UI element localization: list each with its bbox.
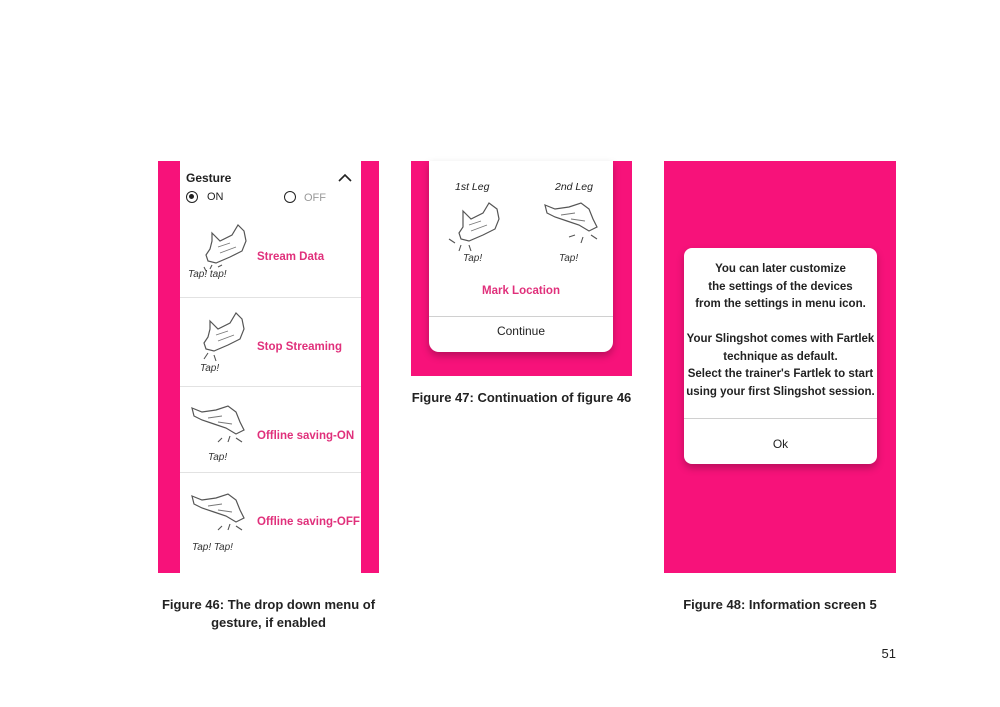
message-line: from the settings in menu icon.: [695, 298, 866, 310]
tap-text: Tap!: [200, 363, 220, 374]
message-line: the settings of the devices: [708, 280, 853, 293]
gesture-item-offline-saving-on[interactable]: [180, 386, 361, 473]
leg-label: 2nd Leg: [555, 181, 593, 193]
page-number: 51: [881, 646, 896, 661]
gesture-item-label: Offline saving-ON: [257, 430, 355, 442]
gesture-item-label: Stream Data: [257, 251, 325, 263]
gesture-item-stop-streaming[interactable]: [180, 297, 361, 387]
shoe-tap-icon: [541, 197, 607, 253]
pink-side-bar: [158, 161, 180, 573]
tap-text: Tap!: [463, 253, 483, 264]
shoe-tap-icon: [188, 488, 256, 544]
figure-48-screenshot: [664, 161, 896, 573]
message-line: using your first Slingshot session.: [686, 385, 875, 398]
shoe-tap-icon: [190, 221, 258, 291]
leg-label: 1st Leg: [455, 181, 490, 193]
radio-off[interactable]: [284, 191, 296, 203]
tap-text: Tap! Tap!: [192, 542, 233, 553]
gesture-item-offline-saving-off[interactable]: [180, 472, 361, 573]
tap-text: Tap! tap!: [188, 269, 227, 280]
gesture-continuation-card: [429, 161, 613, 352]
message-line: Your Slingshot comes with Fartlek: [686, 333, 875, 345]
figure-46-caption: [158, 596, 379, 632]
shoe-tap-icon: [188, 400, 256, 456]
continue-button[interactable]: Continue: [496, 324, 546, 338]
pink-side-bar: [361, 161, 379, 573]
radio-on[interactable]: [186, 191, 198, 203]
gesture-item-stream-data[interactable]: [180, 211, 361, 298]
message-line: Select the trainer's Fartlek to start: [687, 368, 874, 380]
gesture-title: Gesture: [186, 171, 232, 185]
message-line: technique as default.: [723, 350, 838, 363]
divider: [684, 418, 877, 419]
radio-off-label: OFF: [304, 192, 326, 204]
shoe-tap-icon: [192, 307, 256, 369]
information-dialog: [684, 248, 877, 464]
mark-location-label[interactable]: Mark Location: [482, 285, 560, 297]
caption-line: Figure 46: The drop down menu of: [161, 597, 376, 612]
ok-button[interactable]: Ok: [772, 437, 789, 451]
message-line: You can later customize: [715, 263, 846, 275]
figure-47-screenshot: [411, 161, 632, 376]
caption-line: gesture, if enabled: [211, 615, 326, 630]
dialog-message: [684, 261, 877, 401]
radio-on-label: ON: [207, 191, 224, 203]
divider: [429, 316, 613, 317]
tap-text: Tap!: [208, 452, 228, 463]
figure-48-caption: Figure 48: Information screen 5: [683, 597, 877, 612]
gesture-item-label: Offline saving-OFF: [257, 516, 360, 528]
tap-text: Tap!: [559, 253, 579, 264]
gesture-dropdown-panel: [180, 161, 361, 573]
shoe-tap-icon: [441, 197, 507, 257]
gesture-item-label: Stop Streaming: [257, 341, 342, 353]
chevron-up-icon[interactable]: [338, 173, 352, 183]
figure-46-screenshot: [158, 161, 379, 573]
message-line: [684, 314, 877, 332]
figure-47-caption: Figure 47: Continuation of figure 46: [411, 390, 632, 405]
